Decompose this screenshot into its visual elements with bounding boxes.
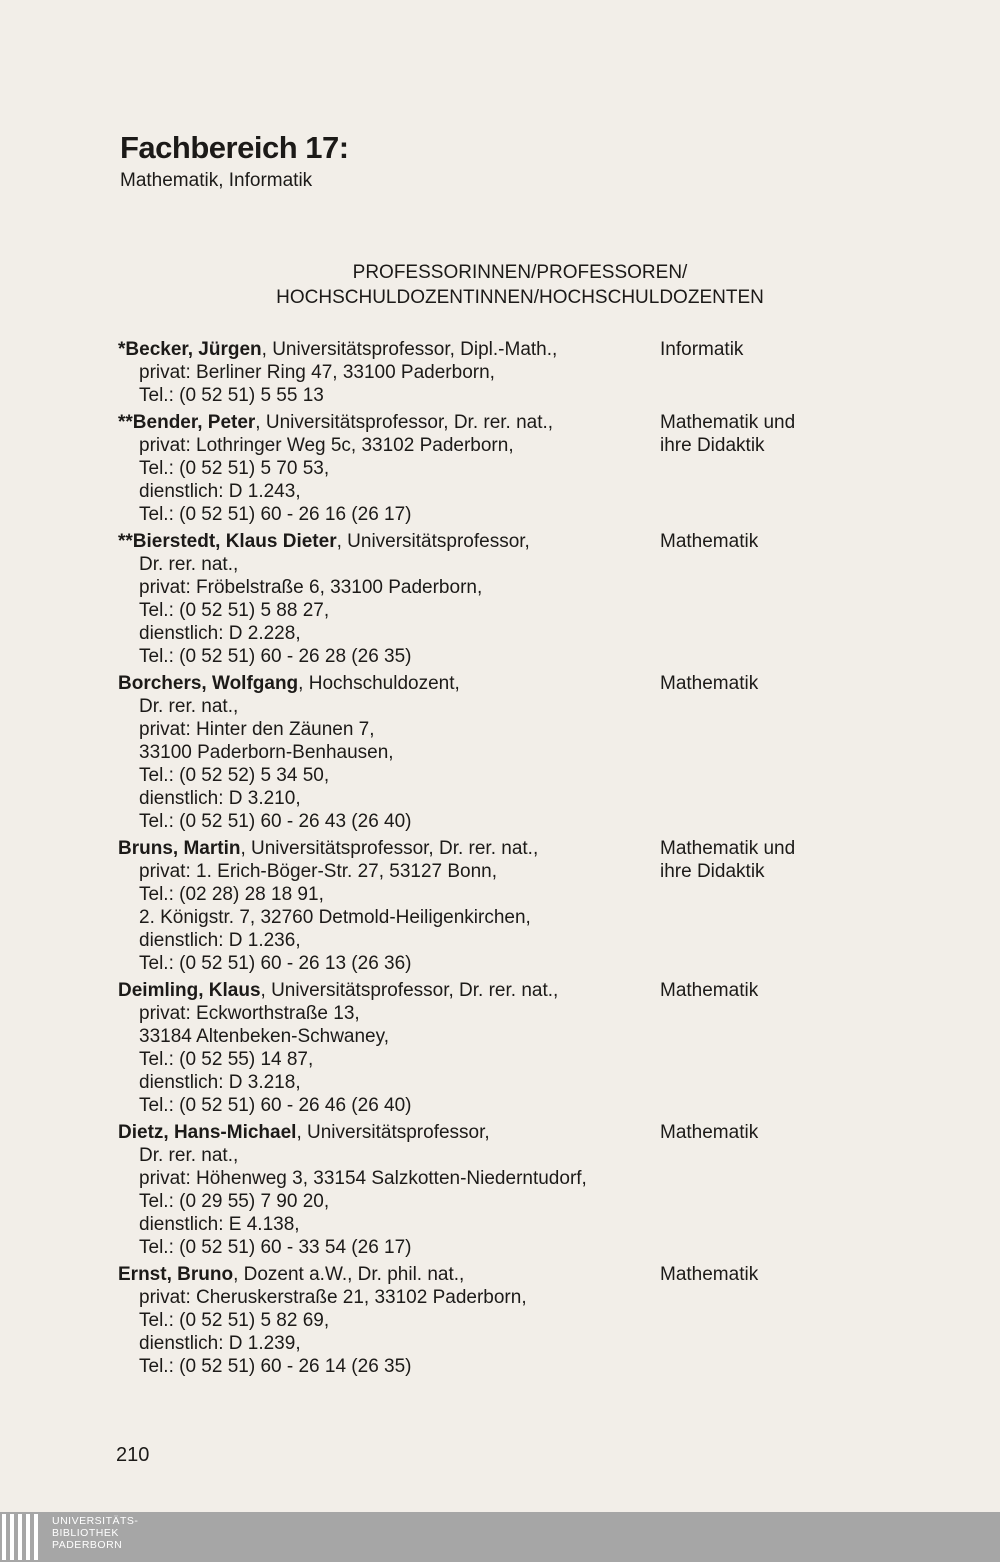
staff-name: Bruns, Martin: [118, 838, 241, 859]
staff-detail-line: Tel.: (0 52 51) 60 - 26 13 (26 36): [139, 953, 412, 974]
staff-detail-line: Tel.: (0 52 51) 5 55 13: [139, 385, 324, 406]
staff-detail-line: privat: Eckworthstraße 13,: [139, 1003, 360, 1024]
staff-detail-line: dienstlich: D 1.243,: [139, 481, 301, 502]
subject-field-line: Mathematik: [660, 980, 759, 1001]
staff-name: Deimling, Klaus: [118, 980, 261, 1001]
staff-detail-line: 2. Königstr. 7, 32760 Detmold-Heiligenkirchen,: [139, 907, 531, 928]
staff-entry: [118, 530, 838, 668]
staff-title: , Hochschuldozent,: [298, 673, 460, 694]
staff-entry-text: [118, 530, 648, 668]
subject-field-line: ihre Didaktik: [660, 861, 765, 882]
staff-detail-line: Tel.: (0 52 55) 14 87,: [139, 1049, 314, 1070]
staff-title: , Dozent a.W., Dr. phil. nat.,: [233, 1264, 465, 1285]
staff-entry-first-line: [118, 837, 648, 860]
staff-entry-text: [118, 1121, 648, 1259]
staff-detail-line: Tel.: (02 28) 28 18 91,: [139, 884, 324, 905]
staff-entry-first-line: [118, 338, 648, 361]
staff-entry: [118, 338, 838, 407]
staff-title: , Universitätsprofessor,: [296, 1122, 490, 1143]
staff-name-prefix: **: [118, 531, 133, 552]
staff-entry-first-line: [118, 1263, 648, 1286]
staff-entry-text: [118, 411, 648, 526]
section-heading-line-1: PROFESSORINNEN/PROFESSOREN/: [352, 262, 688, 283]
subject-field-line: Mathematik: [660, 673, 759, 694]
staff-detail-line: dienstlich: E 4.138,: [139, 1214, 300, 1235]
staff-detail-line: Tel.: (0 52 51) 60 - 26 46 (26 40): [139, 1095, 412, 1116]
staff-detail-line: Dr. rer. nat.,: [139, 554, 239, 575]
staff-detail-line: 33100 Paderborn-Benhausen,: [139, 742, 394, 763]
logo-text-line: PADERBORN: [52, 1539, 123, 1551]
staff-detail-line: dienstlich: D 3.218,: [139, 1072, 301, 1093]
staff-name-prefix: **: [118, 412, 133, 433]
library-logo-icon: [2, 1514, 38, 1560]
staff-detail-line: privat: Höhenweg 3, 33154 Salzkotten-Niederntudorf,: [139, 1168, 587, 1189]
staff-entry: [118, 411, 838, 526]
staff-name: Dietz, Hans-Michael: [118, 1122, 297, 1143]
library-logo-text: [52, 1515, 138, 1551]
staff-detail-line: Tel.: (0 52 51) 60 - 26 14 (26 35): [139, 1356, 412, 1377]
section-heading: [200, 260, 840, 310]
staff-detail-line: dienstlich: D 3.210,: [139, 788, 301, 809]
staff-detail-line: dienstlich: D 2.228,: [139, 623, 301, 644]
staff-title: , Universitätsprofessor,: [336, 531, 530, 552]
staff-detail-line: Tel.: (0 52 51) 60 - 26 16 (26 17): [139, 504, 412, 525]
staff-detail-line: Tel.: (0 52 51) 60 - 33 54 (26 17): [139, 1237, 412, 1258]
staff-name: Ernst, Bruno: [118, 1264, 234, 1285]
staff-entry: [118, 837, 838, 975]
staff-entry-text: [118, 338, 648, 407]
staff-name: Becker, Jürgen: [125, 339, 262, 360]
staff-subject-field: [660, 1121, 758, 1144]
staff-detail-line: privat: Berliner Ring 47, 33100 Paderborn,: [139, 362, 495, 383]
staff-entry-first-line: [118, 1121, 648, 1144]
staff-entry-text: [118, 979, 648, 1117]
staff-title: , Universitätsprofessor, Dr. rer. nat.,: [255, 412, 554, 433]
staff-entry-first-line: [118, 672, 648, 695]
staff-entry-text: [118, 837, 648, 975]
staff-entry: [118, 672, 838, 833]
logo-text-line: BIBLIOTHEK: [52, 1527, 119, 1539]
staff-detail-line: Tel.: (0 52 51) 60 - 26 43 (26 40): [139, 811, 412, 832]
subject-field-line: Informatik: [660, 339, 744, 360]
staff-detail-line: Tel.: (0 52 51) 5 82 69,: [139, 1310, 330, 1331]
staff-detail-line: privat: 1. Erich-Böger-Str. 27, 53127 Bonn,: [139, 861, 498, 882]
section-heading-line-2: HOCHSCHULDOZENTINNEN/HOCHSCHULDOZENTEN: [276, 287, 764, 308]
staff-directory-list: [118, 338, 838, 1382]
page-title: Fachbereich 17:: [120, 130, 349, 165]
staff-entry-first-line: [118, 530, 648, 553]
staff-name: Bender, Peter: [132, 412, 256, 433]
staff-detail-line: privat: Cheruskerstraße 21, 33102 Paderborn,: [139, 1287, 527, 1308]
staff-detail-line: Tel.: (0 52 51) 60 - 26 28 (26 35): [139, 646, 412, 667]
staff-title: , Universitätsprofessor, Dipl.-Math.,: [261, 339, 558, 360]
subject-field-line: Mathematik: [660, 531, 759, 552]
staff-detail-line: Tel.: (0 52 52) 5 34 50,: [139, 765, 330, 786]
staff-entry-first-line: [118, 979, 648, 1002]
staff-subject-field: [660, 837, 795, 883]
staff-subject-field: [660, 1263, 758, 1286]
staff-title: , Universitätsprofessor, Dr. rer. nat.,: [240, 838, 539, 859]
staff-subject-field: [660, 979, 758, 1002]
staff-detail-line: Tel.: (0 29 55) 7 90 20,: [139, 1191, 330, 1212]
staff-subject-field: [660, 530, 758, 553]
staff-name: Borchers, Wolfgang: [118, 673, 299, 694]
staff-entry-text: [118, 672, 648, 833]
staff-subject-field: [660, 411, 795, 457]
staff-detail-line: privat: Hinter den Zäunen 7,: [139, 719, 375, 740]
subject-field-line: Mathematik und: [660, 412, 796, 433]
staff-subject-field: [660, 672, 758, 695]
subject-field-line: Mathematik und: [660, 838, 796, 859]
staff-detail-line: Dr. rer. nat.,: [139, 1145, 239, 1166]
staff-detail-line: 33184 Altenbeken-Schwaney,: [139, 1026, 389, 1047]
staff-detail-line: dienstlich: D 1.236,: [139, 930, 301, 951]
staff-entry-text: [118, 1263, 648, 1378]
staff-detail-line: privat: Lothringer Weg 5c, 33102 Paderborn,: [139, 435, 514, 456]
subject-field-line: ihre Didaktik: [660, 435, 765, 456]
logo-text-line: UNIVERSITÄTS-: [52, 1515, 139, 1527]
staff-name: Bierstedt, Klaus Dieter: [132, 531, 337, 552]
staff-title: , Universitätsprofessor, Dr. rer. nat.,: [260, 980, 559, 1001]
page-subtitle: Mathematik, Informatik: [120, 170, 313, 191]
staff-detail-line: Tel.: (0 52 51) 5 88 27,: [139, 600, 330, 621]
staff-entry: [118, 1263, 838, 1378]
staff-entry-first-line: [118, 411, 648, 434]
staff-detail-line: dienstlich: D 1.239,: [139, 1333, 301, 1354]
subject-field-line: Mathematik: [660, 1264, 759, 1285]
page-number: 210: [116, 1444, 150, 1466]
subject-field-line: Mathematik: [660, 1122, 759, 1143]
staff-name-prefix: *: [118, 339, 126, 360]
staff-subject-field: [660, 338, 743, 361]
staff-detail-line: privat: Fröbelstraße 6, 33100 Paderborn,: [139, 577, 483, 598]
staff-entry: [118, 979, 838, 1117]
staff-detail-line: Dr. rer. nat.,: [139, 696, 239, 717]
staff-entry: [118, 1121, 838, 1259]
staff-detail-line: Tel.: (0 52 51) 5 70 53,: [139, 458, 330, 479]
library-footer-bar: [0, 1512, 1000, 1562]
